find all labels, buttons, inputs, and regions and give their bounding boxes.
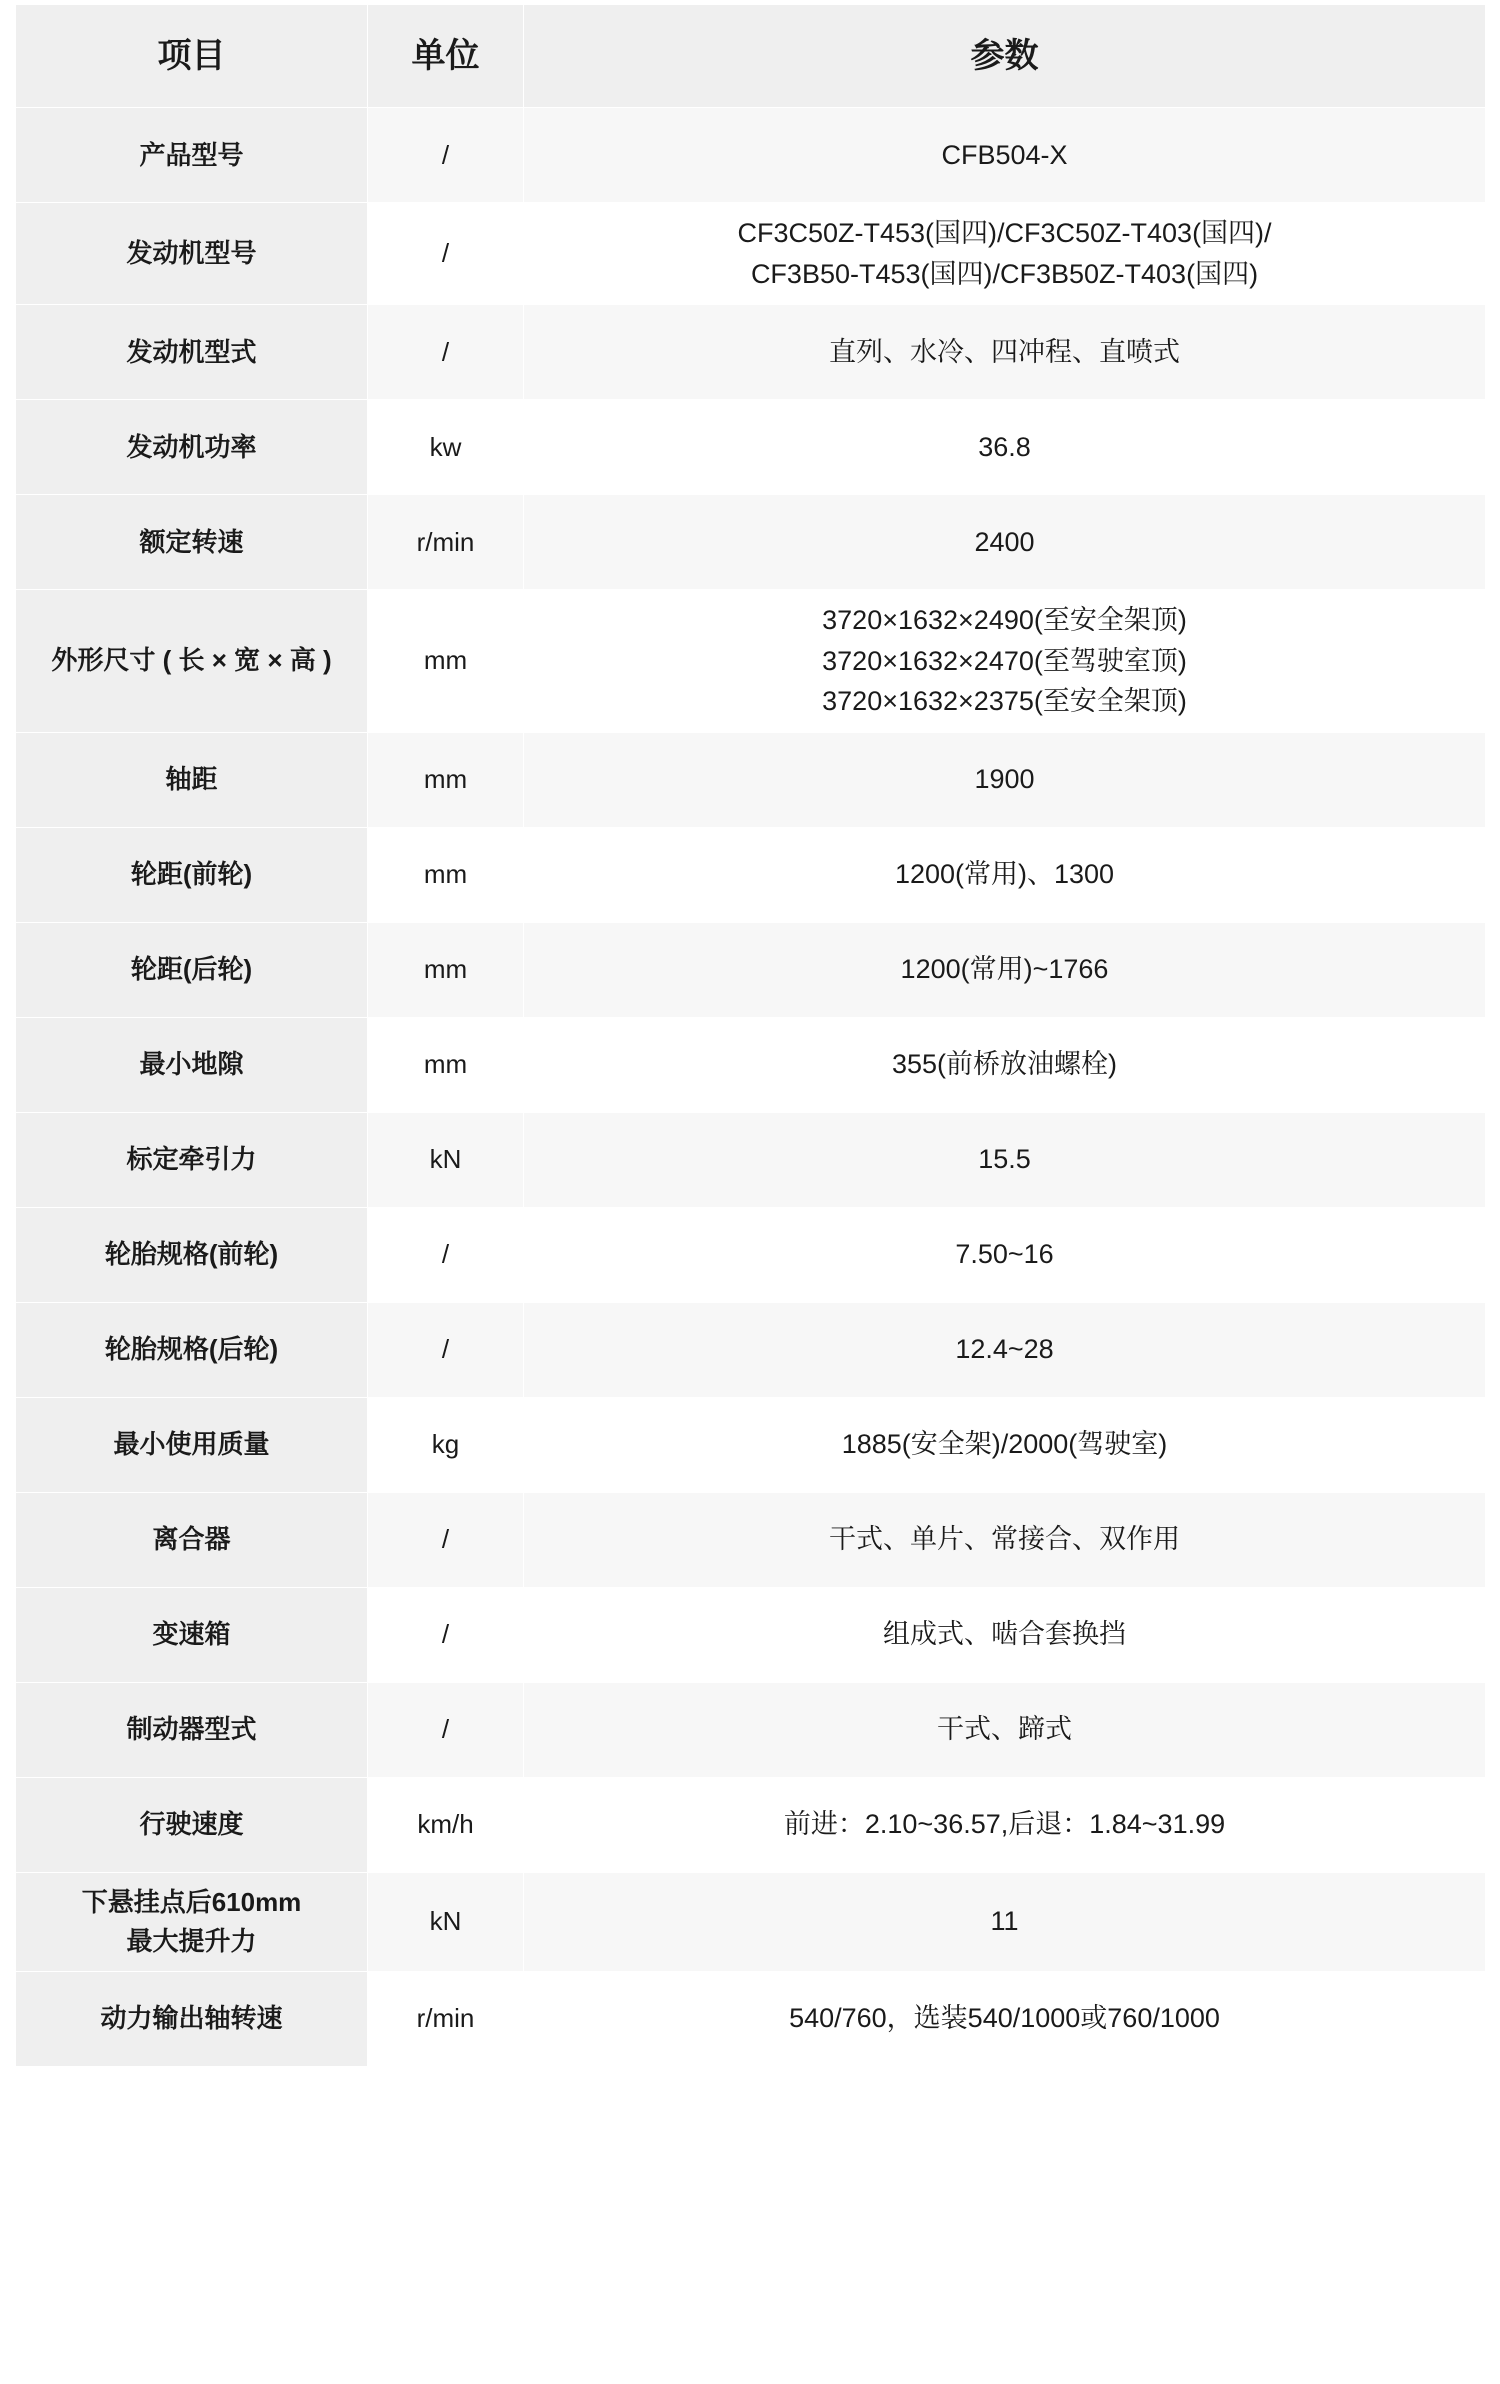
table-header bbox=[16, 5, 1486, 108]
cell-item bbox=[16, 827, 368, 922]
cell-unit: mm bbox=[368, 732, 524, 827]
table-row bbox=[16, 827, 1486, 922]
cell-parameter bbox=[524, 1302, 1486, 1397]
cell-parameter bbox=[524, 590, 1486, 733]
cell-unit: / bbox=[368, 1587, 524, 1682]
cell-item bbox=[16, 922, 368, 1017]
table-row bbox=[16, 1112, 1486, 1207]
cell-unit: / bbox=[368, 1682, 524, 1777]
cell-parameter-line: 11 bbox=[990, 1906, 1019, 1937]
cell-parameter-line: CF3B50-T453(国四)/CF3B50Z-T403(国四) bbox=[750, 258, 1259, 289]
cell-unit: mm bbox=[368, 922, 524, 1017]
cell-item-line: 额定转速 bbox=[139, 526, 244, 557]
cell-item bbox=[16, 400, 368, 495]
cell-parameter-line: 355(前桥放油螺栓) bbox=[891, 1049, 1118, 1080]
cell-parameter bbox=[524, 108, 1486, 203]
cell-item bbox=[16, 1492, 368, 1587]
table-body bbox=[16, 108, 1486, 2067]
table-row bbox=[16, 1682, 1486, 1777]
cell-unit: kN bbox=[368, 1112, 524, 1207]
cell-parameter-line: 3720×1632×2375(至安全架顶) bbox=[822, 686, 1187, 716]
table-row bbox=[16, 1971, 1486, 2066]
cell-parameter bbox=[524, 1872, 1486, 1971]
cell-item-line: 外形尺寸 ( 长 × 宽 × 高 ) bbox=[51, 645, 332, 676]
column-header-parameter: 参数 bbox=[524, 5, 1486, 108]
cell-unit: mm bbox=[368, 590, 524, 733]
cell-parameter bbox=[524, 495, 1486, 590]
cell-parameter bbox=[524, 1587, 1486, 1682]
cell-parameter bbox=[524, 400, 1486, 495]
cell-item bbox=[16, 1682, 368, 1777]
cell-item-line: 发动机型式 bbox=[126, 336, 257, 367]
table-row bbox=[16, 1777, 1486, 1872]
cell-parameter-line: 15.5 bbox=[978, 1144, 1031, 1175]
column-header-unit: 单位 bbox=[368, 5, 524, 108]
cell-item bbox=[16, 1207, 368, 1302]
cell-parameter bbox=[524, 1207, 1486, 1302]
cell-parameter-line: CFB504-X bbox=[941, 139, 1068, 170]
specification-table bbox=[15, 4, 1486, 2067]
cell-unit: / bbox=[368, 1492, 524, 1587]
cell-parameter-line: 2400 bbox=[974, 526, 1035, 557]
table-row bbox=[16, 732, 1486, 827]
cell-unit: / bbox=[368, 305, 524, 400]
cell-item-line: 轮胎规格(后轮) bbox=[104, 1334, 279, 1364]
cell-item bbox=[16, 108, 368, 203]
table-row bbox=[16, 400, 1486, 495]
cell-parameter-line: 干式、单片、常接合、双作用 bbox=[829, 1524, 1180, 1555]
cell-item-line: 轮胎规格(前轮) bbox=[104, 1239, 279, 1269]
cell-item bbox=[16, 305, 368, 400]
cell-parameter-line: CF3C50Z-T453(国四)/CF3C50Z-T403(国四)/ bbox=[737, 218, 1272, 248]
cell-unit: / bbox=[368, 1207, 524, 1302]
cell-item-line: 发动机型号 bbox=[126, 238, 257, 268]
cell-parameter bbox=[524, 1017, 1486, 1112]
cell-parameter bbox=[524, 1492, 1486, 1587]
cell-unit: mm bbox=[368, 1017, 524, 1112]
table-row bbox=[16, 1397, 1486, 1492]
cell-unit: / bbox=[368, 203, 524, 305]
cell-parameter bbox=[524, 827, 1486, 922]
cell-parameter bbox=[524, 305, 1486, 400]
column-header-item: 项目 bbox=[16, 5, 368, 108]
cell-item-line: 产品型号 bbox=[139, 139, 244, 170]
table-row bbox=[16, 108, 1486, 203]
table-row bbox=[16, 1587, 1486, 1682]
cell-item-line: 制动器型式 bbox=[126, 1714, 257, 1744]
cell-parameter bbox=[524, 732, 1486, 827]
cell-parameter bbox=[524, 203, 1486, 305]
cell-parameter-line: 直列、水冷、四冲程、直喷式 bbox=[829, 336, 1180, 367]
cell-unit: r/min bbox=[368, 495, 524, 590]
cell-parameter bbox=[524, 1971, 1486, 2066]
cell-parameter bbox=[524, 1112, 1486, 1207]
cell-item bbox=[16, 732, 368, 827]
cell-item-line: 变速箱 bbox=[152, 1619, 231, 1649]
cell-parameter bbox=[524, 1682, 1486, 1777]
cell-parameter bbox=[524, 922, 1486, 1017]
table-row bbox=[16, 1872, 1486, 1971]
cell-parameter-line: 组成式、啮合套换挡 bbox=[883, 1619, 1126, 1650]
cell-parameter-line: 7.50~16 bbox=[955, 1239, 1054, 1270]
cell-item bbox=[16, 495, 368, 590]
cell-parameter-line: 干式、蹄式 bbox=[937, 1714, 1072, 1745]
cell-parameter-line: 36.8 bbox=[978, 431, 1031, 462]
cell-unit: kN bbox=[368, 1872, 524, 1971]
cell-item-line: 最大提升力 bbox=[126, 1925, 257, 1956]
cell-item-line: 行驶速度 bbox=[139, 1809, 244, 1839]
table-row bbox=[16, 495, 1486, 590]
cell-unit: kg bbox=[368, 1397, 524, 1492]
cell-unit: r/min bbox=[368, 1971, 524, 2066]
table-header-row bbox=[16, 5, 1486, 108]
cell-item-line: 最小使用质量 bbox=[113, 1429, 270, 1459]
cell-item bbox=[16, 1872, 368, 1971]
cell-item-line: 下悬挂点后610mm bbox=[81, 1886, 302, 1917]
cell-item-line: 离合器 bbox=[152, 1524, 231, 1554]
cell-unit: km/h bbox=[368, 1777, 524, 1872]
cell-item bbox=[16, 1971, 368, 2066]
cell-unit: / bbox=[368, 1302, 524, 1397]
cell-item-line: 动力输出轴转速 bbox=[100, 2003, 283, 2033]
cell-item bbox=[16, 1017, 368, 1112]
cell-parameter-line: 12.4~28 bbox=[955, 1334, 1054, 1365]
cell-item bbox=[16, 1397, 368, 1492]
table-row bbox=[16, 1302, 1486, 1397]
table-row bbox=[16, 922, 1486, 1017]
cell-unit: kw bbox=[368, 400, 524, 495]
cell-item bbox=[16, 1587, 368, 1682]
cell-parameter-line: 1885(安全架)/2000(驾驶室) bbox=[841, 1429, 1168, 1460]
table-row bbox=[16, 1017, 1486, 1112]
table-row bbox=[16, 305, 1486, 400]
cell-parameter-line: 前进：2.10~36.57,后退：1.84~31.99 bbox=[783, 1809, 1226, 1840]
cell-item bbox=[16, 1302, 368, 1397]
cell-item-line: 最小地隙 bbox=[139, 1049, 244, 1079]
cell-item-line: 发动机功率 bbox=[126, 431, 257, 462]
cell-item bbox=[16, 590, 368, 733]
table-row bbox=[16, 590, 1486, 733]
cell-parameter-line: 1900 bbox=[974, 764, 1035, 795]
table-row bbox=[16, 1492, 1486, 1587]
cell-parameter-line: 540/760，选装540/1000或760/1000 bbox=[789, 2003, 1220, 2034]
cell-item-line: 轴距 bbox=[165, 764, 218, 794]
cell-parameter bbox=[524, 1777, 1486, 1872]
table-row bbox=[16, 203, 1486, 305]
cell-item-line: 轮距(后轮) bbox=[130, 954, 253, 984]
cell-parameter-line: 3720×1632×2470(至驾驶室顶) bbox=[822, 645, 1187, 676]
cell-item-line: 轮距(前轮) bbox=[130, 859, 253, 889]
table-row bbox=[16, 1207, 1486, 1302]
cell-item bbox=[16, 1112, 368, 1207]
cell-parameter-line: 1200(常用)~1766 bbox=[900, 954, 1109, 985]
cell-parameter bbox=[524, 1397, 1486, 1492]
cell-unit: / bbox=[368, 108, 524, 203]
cell-parameter-line: 1200(常用)、1300 bbox=[894, 859, 1115, 890]
cell-item-line: 标定牵引力 bbox=[126, 1144, 257, 1174]
cell-item bbox=[16, 203, 368, 305]
cell-unit: mm bbox=[368, 827, 524, 922]
cell-item bbox=[16, 1777, 368, 1872]
cell-parameter-line: 3720×1632×2490(至安全架顶) bbox=[822, 605, 1187, 635]
